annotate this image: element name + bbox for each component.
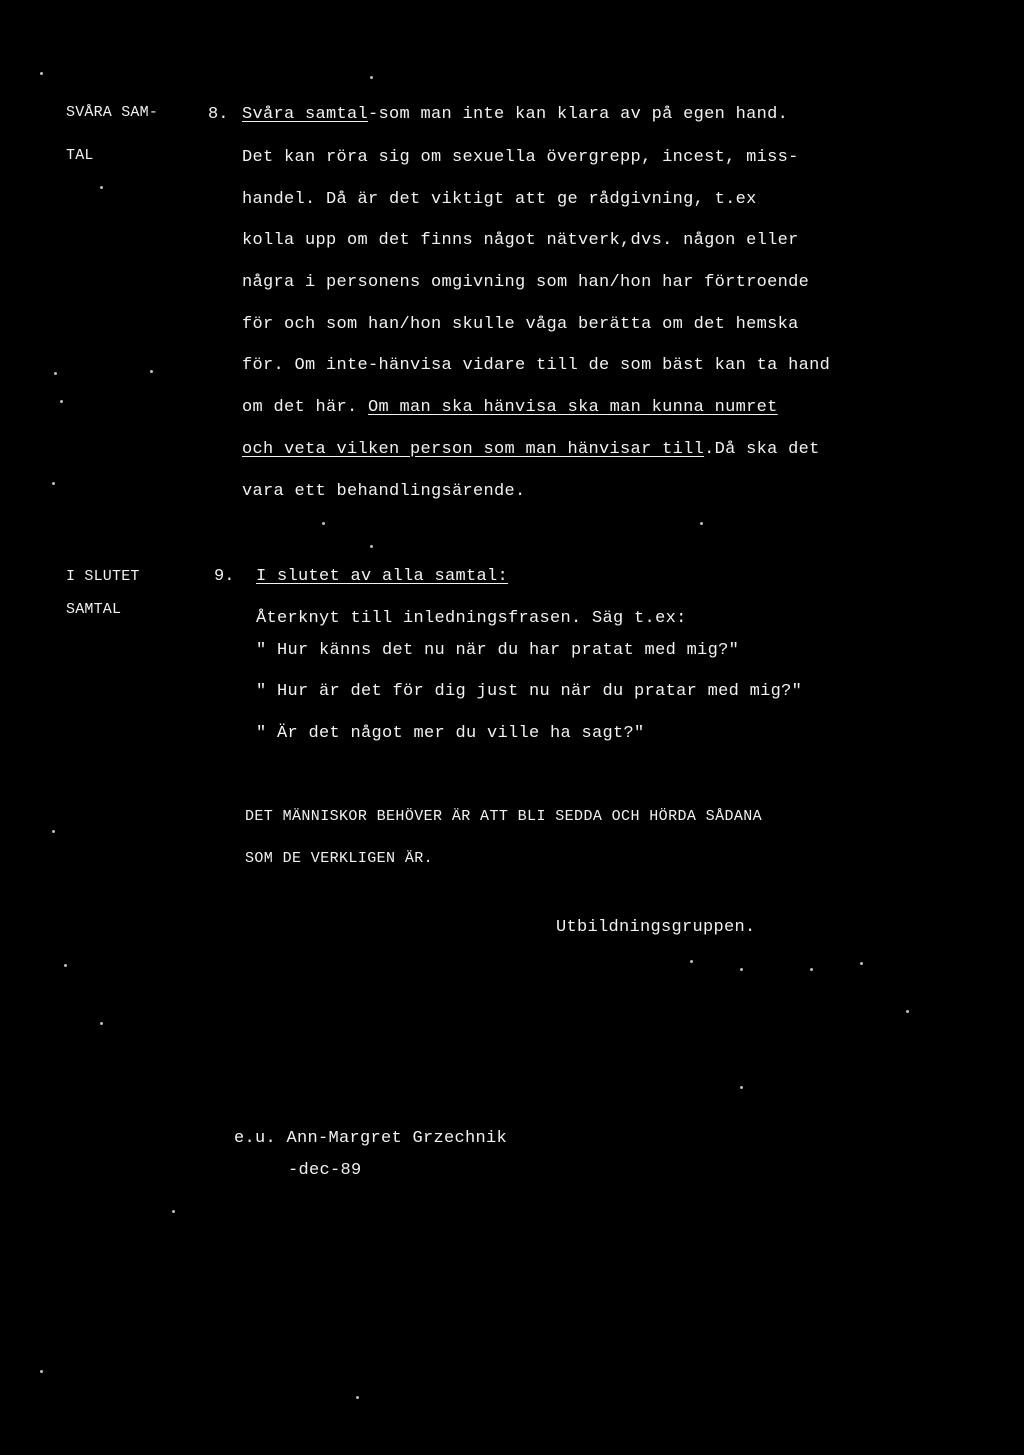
item-8-heading <box>242 104 788 126</box>
margin-label-svara-samtal-2: TAL <box>66 147 94 164</box>
scan-speck <box>150 370 153 373</box>
scan-speck <box>100 1022 103 1025</box>
scan-speck <box>906 1010 909 1013</box>
item-8-line-4: några i personens omgivning som han/hon har förtroende <box>242 273 810 292</box>
item-8-line-7 <box>242 397 778 419</box>
scan-speck <box>100 186 103 189</box>
closing-statement-line-2: SOM DE VERKLIGEN ÄR. <box>245 850 434 867</box>
scan-speck <box>810 968 813 971</box>
scan-speck <box>172 1210 175 1213</box>
scan-speck <box>700 522 703 525</box>
author-name: e.u. Ann-Margret Grzechnik <box>234 1129 508 1148</box>
item-9-heading: I slutet av alla samtal: <box>256 567 509 586</box>
item-8-line-8-rest: .Då ska det <box>704 440 820 459</box>
item-9-quote-1: " Hur känns det nu när du har pratat med mig?" <box>256 641 740 660</box>
item-8-line-7-underlined: Om man ska hänvisa ska man kunna numret <box>368 398 778 417</box>
item-8-line-5: för och som han/hon skulle våga berätta om det hemska <box>242 315 799 334</box>
item-number-8: 8. <box>208 105 229 124</box>
item-8-heading-rest: -som man inte kan klara av på egen hand. <box>368 105 789 124</box>
item-8-line-7-plain: om det här. <box>242 398 369 417</box>
item-number-9: 9. <box>214 567 235 586</box>
scan-speck <box>52 830 55 833</box>
scan-speck <box>54 372 57 375</box>
item-8-line-3: kolla upp om det finns något nätverk,dvs. någon eller <box>242 231 799 250</box>
item-8-line-2: handel. Då är det viktigt att ge rådgivning, t.ex <box>242 190 757 209</box>
item-8-line-6: för. Om inte-hänvisa vidare till de som bäst kan ta hand <box>242 356 831 375</box>
scan-speck <box>740 1086 743 1089</box>
scan-speck <box>356 1396 359 1399</box>
scan-speck <box>40 1370 43 1373</box>
scan-speck <box>64 964 67 967</box>
item-8-heading-underlined: Svåra samtal <box>242 105 369 124</box>
item-8-line-8 <box>242 439 820 461</box>
scan-speck <box>370 545 373 548</box>
document-date: -dec-89 <box>288 1161 362 1180</box>
scan-speck <box>370 76 373 79</box>
scan-speck <box>860 962 863 965</box>
scan-speck <box>740 968 743 971</box>
scan-speck <box>40 72 43 75</box>
item-9-line-1: Återknyt till inledningsfrasen. Säg t.ex: <box>256 609 687 628</box>
scan-speck <box>60 400 63 403</box>
closing-statement-line-1: DET MÄNNISKOR BEHÖVER ÄR ATT BLI SEDDA OCH HÖRDA SÅDANA <box>245 808 763 825</box>
margin-label-i-slutet-1: I SLUTET <box>66 568 140 585</box>
item-8-line-9: vara ett behandlingsärende. <box>242 482 526 501</box>
scan-speck <box>52 482 55 485</box>
item-8-line-8-underlined: och veta vilken person som man hänvisar till <box>242 440 705 459</box>
margin-label-svara-samtal-1: SVÅRA SAM- <box>66 104 159 121</box>
margin-label-i-slutet-2: SAMTAL <box>66 601 122 618</box>
item-9-quote-2: " Hur är det för dig just nu när du pratar med mig?" <box>256 682 803 701</box>
item-8-line-1: Det kan röra sig om sexuella övergrepp, incest, miss- <box>242 148 799 167</box>
scan-speck <box>690 960 693 963</box>
item-9-quote-3: " Är det något mer du ville ha sagt?" <box>256 724 645 743</box>
scan-speck <box>322 522 325 525</box>
group-signature: Utbildningsgruppen. <box>556 918 756 937</box>
